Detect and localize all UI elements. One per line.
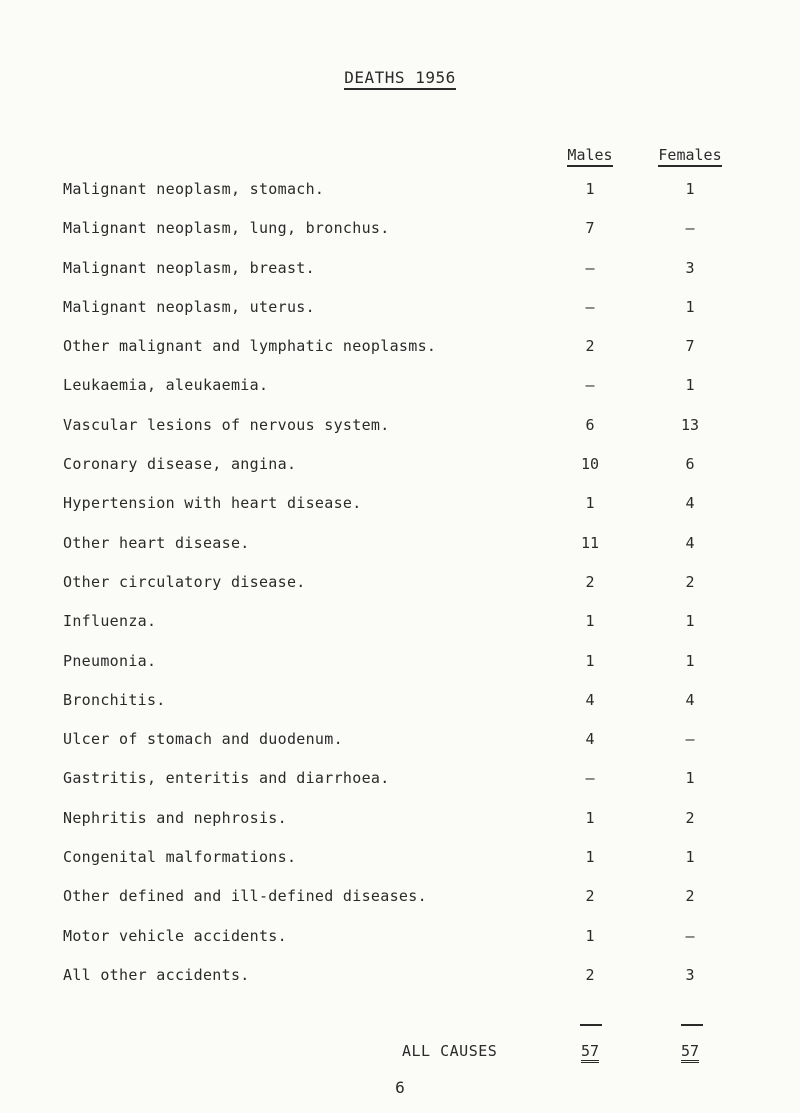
table-row <box>0 494 800 533</box>
cause-cell: All other accidents. <box>63 965 250 984</box>
table-row <box>0 180 800 219</box>
table-row <box>0 455 800 494</box>
cause-cell: Leukaemia, aleukaemia. <box>63 376 269 395</box>
females-cell: 6 <box>685 455 695 474</box>
females-cell: 4 <box>685 533 695 552</box>
females-cell: 1 <box>685 297 695 316</box>
cause-cell: Congenital malformations. <box>63 848 297 867</box>
males-cell: 1 <box>585 180 595 198</box>
table-row <box>0 652 800 691</box>
cause-cell: Pneumonia. <box>63 651 157 670</box>
table-row <box>0 337 800 376</box>
cause-cell: Other circulatory disease. <box>63 572 306 591</box>
females-cell: 1 <box>685 651 695 670</box>
cause-cell: Influenza. <box>63 612 157 631</box>
females-cell: 4 <box>685 494 695 513</box>
females-cell: – <box>685 926 695 945</box>
table-row <box>0 612 800 651</box>
deaths-table <box>0 180 800 1005</box>
females-cell: 1 <box>685 180 695 198</box>
total-males: 57 <box>550 1042 630 1060</box>
males-cell: 2 <box>585 887 595 906</box>
cause-cell: Hypertension with heart disease. <box>63 494 362 513</box>
females-cell: 4 <box>685 690 695 709</box>
cause-cell: Other heart disease. <box>63 533 250 552</box>
cause-cell: Gastritis, enteritis and diarrhoea. <box>63 769 390 788</box>
females-cell: – <box>685 219 695 238</box>
males-cell: 7 <box>585 219 595 238</box>
males-cell: – <box>585 376 595 395</box>
males-cell: 1 <box>585 651 595 670</box>
page-number: 6 <box>395 1078 405 1097</box>
males-cell: 1 <box>585 926 595 945</box>
cause-cell: Malignant neoplasm, stomach. <box>63 180 325 198</box>
females-cell: 1 <box>685 376 695 395</box>
females-cell: 3 <box>685 965 695 984</box>
females-cell: 7 <box>685 337 695 356</box>
table-row <box>0 887 800 926</box>
males-cell: 4 <box>585 730 595 749</box>
table-row <box>0 219 800 258</box>
cause-cell: Other malignant and lymphatic neoplasms. <box>63 337 437 356</box>
table-row <box>0 848 800 887</box>
table-row <box>0 534 800 573</box>
title-text: DEATHS 1956 <box>344 68 455 90</box>
cause-cell: Malignant neoplasm, lung, bronchus. <box>63 219 390 238</box>
females-cell: 3 <box>685 258 695 277</box>
males-cell: – <box>585 297 595 316</box>
females-cell: – <box>685 730 695 749</box>
females-cell: 1 <box>685 769 695 788</box>
column-header-females: Females <box>650 146 730 164</box>
cause-cell: Malignant neoplasm, breast. <box>63 258 315 277</box>
table-row <box>0 769 800 808</box>
total-label: ALL CAUSES <box>402 1042 498 1060</box>
total-rule-males <box>580 1024 602 1026</box>
females-cell: 2 <box>685 808 695 827</box>
males-cell: 1 <box>585 612 595 631</box>
females-cell: 1 <box>685 848 695 867</box>
table-row <box>0 691 800 730</box>
total-females: 57 <box>650 1042 730 1060</box>
males-cell: 4 <box>585 690 595 709</box>
cause-cell: Vascular lesions of nervous system. <box>63 415 390 434</box>
cause-cell: Other defined and ill-defined diseases. <box>63 887 427 906</box>
table-row <box>0 259 800 298</box>
cause-cell: Coronary disease, angina. <box>63 455 297 474</box>
table-row <box>0 376 800 415</box>
table-row <box>0 809 800 848</box>
males-cell: 6 <box>585 415 595 434</box>
table-row <box>0 730 800 769</box>
females-cell: 13 <box>680 415 700 434</box>
males-cell: 1 <box>585 808 595 827</box>
column-header-males: Males <box>550 146 630 164</box>
males-cell: 10 <box>580 455 600 474</box>
males-cell: 1 <box>585 494 595 513</box>
table-row <box>0 298 800 337</box>
females-cell: 2 <box>685 887 695 906</box>
cause-cell: Malignant neoplasm, uterus. <box>63 297 315 316</box>
males-cell: 2 <box>585 337 595 356</box>
males-cell: – <box>585 769 595 788</box>
males-cell: 11 <box>580 533 600 552</box>
table-row <box>0 416 800 455</box>
page-title <box>0 68 800 87</box>
females-cell: 1 <box>685 612 695 631</box>
males-cell: 1 <box>585 848 595 867</box>
cause-cell: Motor vehicle accidents. <box>63 926 287 945</box>
table-row <box>0 573 800 612</box>
males-cell: 2 <box>585 572 595 591</box>
table-row <box>0 927 800 966</box>
males-cell: – <box>585 258 595 277</box>
males-cell: 2 <box>585 965 595 984</box>
total-rule-females <box>681 1024 703 1026</box>
cause-cell: Bronchitis. <box>63 690 166 709</box>
females-cell: 2 <box>685 572 695 591</box>
cause-cell: Nephritis and nephrosis. <box>63 808 287 827</box>
table-row <box>0 966 800 1005</box>
cause-cell: Ulcer of stomach and duodenum. <box>63 730 343 749</box>
